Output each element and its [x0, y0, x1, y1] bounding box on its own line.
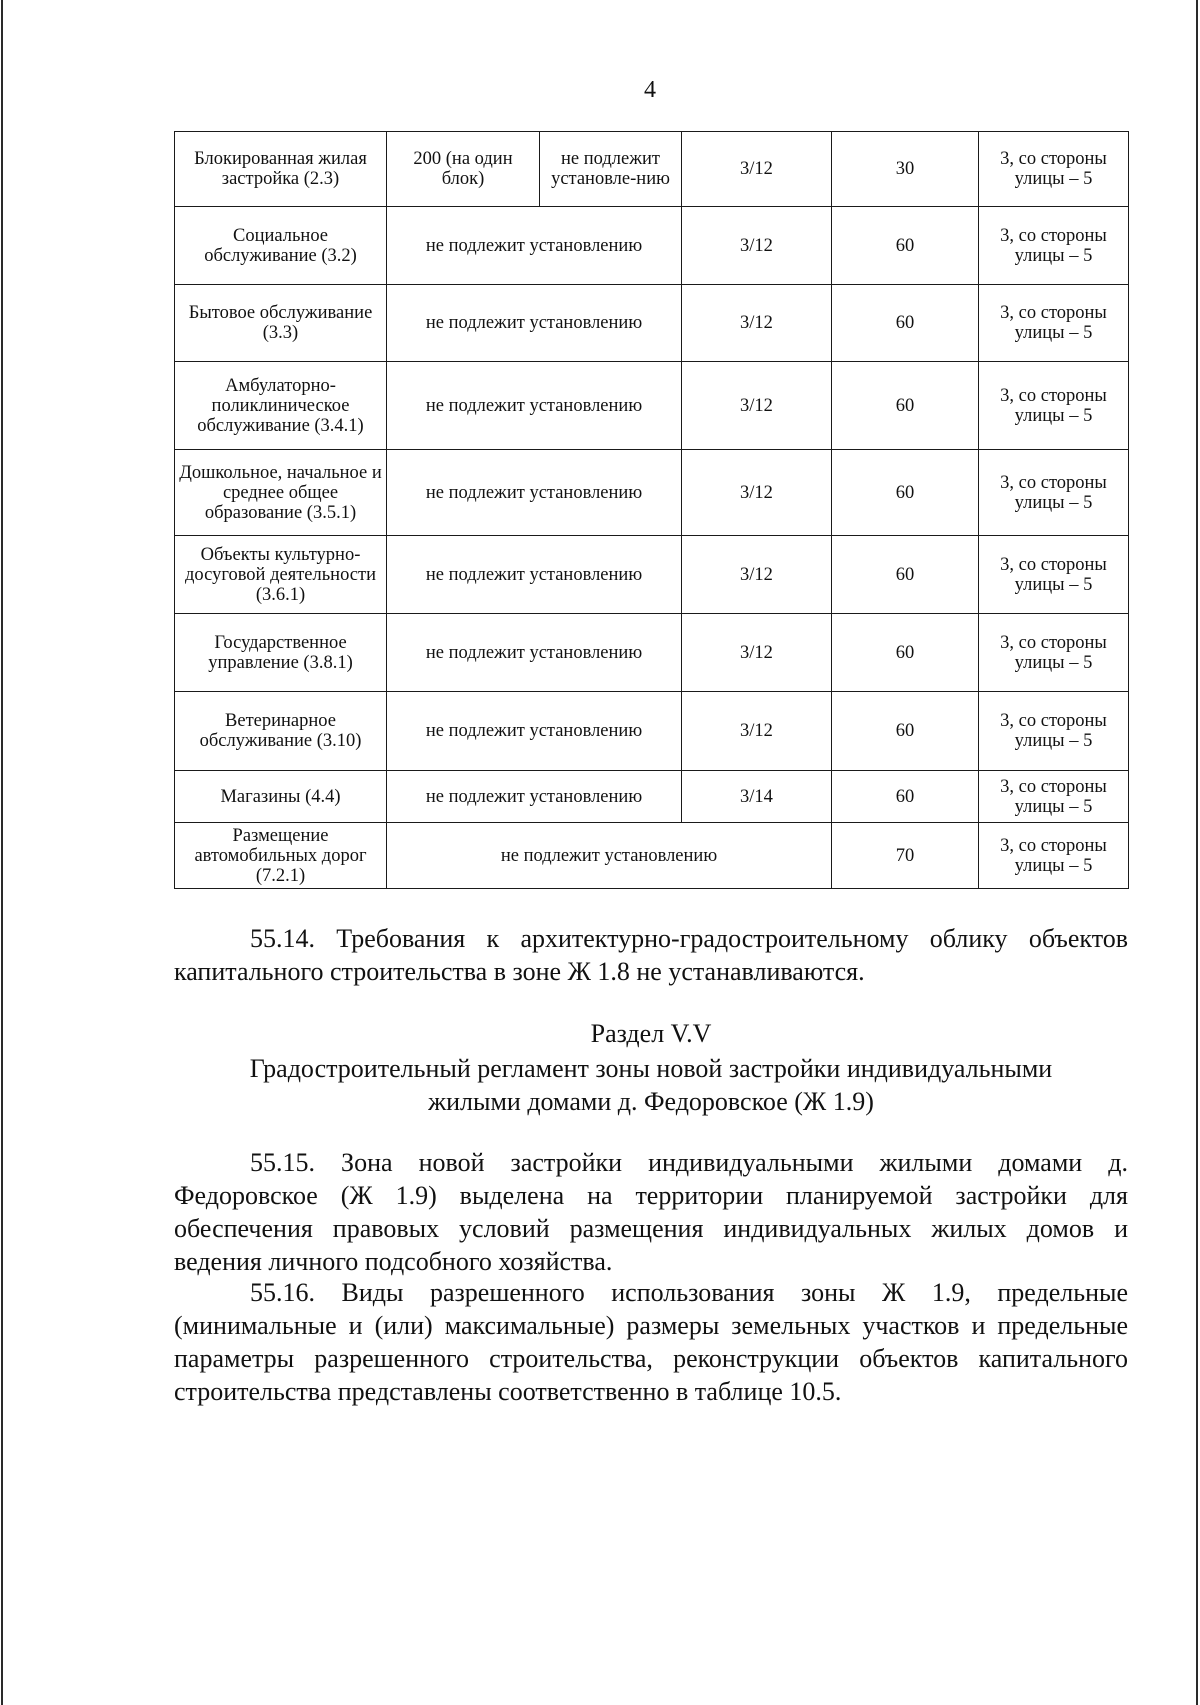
use-type-cell: Социальное обслуживание (3.2) [175, 207, 387, 285]
setback-cell: 3, со стороны улицы – 5 [979, 450, 1129, 536]
table-row [175, 771, 1129, 823]
scan-left-edge [1, 0, 3, 1705]
floors-cell: 3/12 [682, 614, 832, 692]
setback-cell: 3, со стороны улицы – 5 [979, 614, 1129, 692]
setback-cell: 3, со стороны улицы – 5 [979, 823, 1129, 889]
size-cell: не подлежит установлению [387, 614, 682, 692]
page-number: 4 [644, 77, 656, 103]
use-type-cell: Размещение автомобильных дорог (7.2.1) [175, 823, 387, 889]
size-min-cell: 200 (на один блок) [387, 132, 540, 207]
section-subtitle: Градостроительный регламент зоны новой застройки индивидуальными жилыми домами д. Федоровское (Ж 1.9) [249, 1054, 1053, 1116]
scan-right-edge [1196, 0, 1198, 1705]
table-row [175, 285, 1129, 362]
size-cell: не подлежит установлению [387, 536, 682, 614]
coverage-cell: 60 [832, 207, 979, 285]
section-title: Раздел V.V [590, 1019, 712, 1048]
table-row [175, 823, 1129, 889]
size-max-cell: не подлежит установле-нию [540, 132, 682, 207]
paragraph-55-14: 55.14. Требования к архитектурно-градостроительному облику объектов капитального строительства в зоне Ж 1.8 не устанавливаются. [174, 924, 1128, 986]
table-row [175, 362, 1129, 450]
size-cell: не подлежит установлению [387, 362, 682, 450]
floors-cell: 3/12 [682, 362, 832, 450]
setback-cell: 3, со стороны улицы – 5 [979, 362, 1129, 450]
floors-cell: 3/12 [682, 132, 832, 207]
setback-cell: 3, со стороны улицы – 5 [979, 285, 1129, 362]
floors-cell: 3/14 [682, 771, 832, 823]
setback-cell: 3, со стороны улицы – 5 [979, 771, 1129, 823]
use-type-cell: Магазины (4.4) [175, 771, 387, 823]
use-type-cell: Амбулаторно-поликлиническое обслуживание (3.4.1) [175, 362, 387, 450]
paragraph-55-15: 55.15. Зона новой застройки индивидуальными жилыми домами д. Федоровское (Ж 1.9) выделена на территории планируемой застройки для обеспечения правовых условий размещения индивидуальных жилых домов и ведения личного подсобного хозяйства. [174, 1148, 1128, 1276]
size-cell: не подлежит установлению [387, 207, 682, 285]
floors-cell: 3/12 [682, 450, 832, 536]
coverage-cell: 60 [832, 362, 979, 450]
floors-cell: 3/12 [682, 285, 832, 362]
coverage-cell: 60 [832, 285, 979, 362]
floors-cell: 3/12 [682, 207, 832, 285]
coverage-cell: 60 [832, 536, 979, 614]
coverage-cell: 30 [832, 132, 979, 207]
coverage-cell: 60 [832, 692, 979, 771]
paragraph-55-16: 55.16. Виды разрешенного использования зоны Ж 1.9, предельные (минимальные и (или) максимальные) размеры земельных участков и предельные параметры разрешенного строительства, реконструкции объектов капитального строительства представлены соответственно в таблице 10.5. [174, 1278, 1128, 1406]
floors-cell: 3/12 [682, 692, 832, 771]
use-type-cell: Ветеринарное обслуживание (3.10) [175, 692, 387, 771]
use-type-cell: Государственное управление (3.8.1) [175, 614, 387, 692]
size-cell: не подлежит установлению [387, 285, 682, 362]
table-row [175, 450, 1129, 536]
setback-cell: 3, со стороны улицы – 5 [979, 132, 1129, 207]
use-type-cell: Объекты культурно-досуговой деятельности (3.6.1) [175, 536, 387, 614]
size-floors-cell: не подлежит установлению [387, 823, 832, 889]
table-row [175, 132, 1129, 207]
use-type-cell: Дошкольное, начальное и среднее общее образование (3.5.1) [175, 450, 387, 536]
coverage-cell: 70 [832, 823, 979, 889]
setback-cell: 3, со стороны улицы – 5 [979, 536, 1129, 614]
table-row [175, 536, 1129, 614]
use-type-cell: Бытовое обслуживание (3.3) [175, 285, 387, 362]
setback-cell: 3, со стороны улицы – 5 [979, 207, 1129, 285]
use-type-cell: Блокированная жилая застройка (2.3) [175, 132, 387, 207]
coverage-cell: 60 [832, 771, 979, 823]
floors-cell: 3/12 [682, 536, 832, 614]
size-cell: не подлежит установлению [387, 450, 682, 536]
setback-cell: 3, со стороны улицы – 5 [979, 692, 1129, 771]
table-row [175, 692, 1129, 771]
table-row [175, 614, 1129, 692]
size-cell: не подлежит установлению [387, 692, 682, 771]
table-row [175, 207, 1129, 285]
coverage-cell: 60 [832, 614, 979, 692]
size-cell: не подлежит установлению [387, 771, 682, 823]
coverage-cell: 60 [832, 450, 979, 536]
regulations-table [174, 131, 1129, 889]
